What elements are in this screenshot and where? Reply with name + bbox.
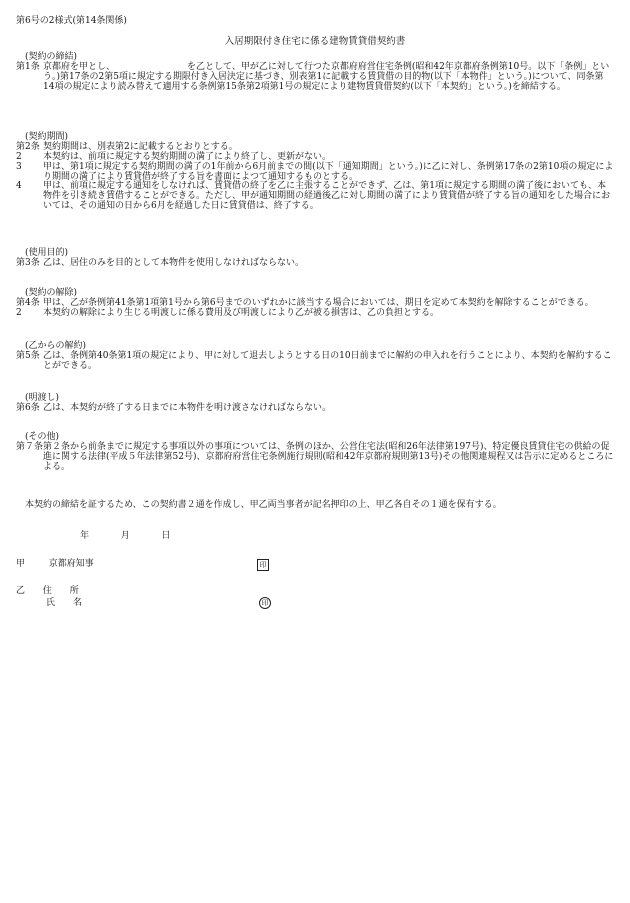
item-number: 3 <box>16 161 22 172</box>
closing-statement: 本契約の締結を証するため、この契約書２通を作成し、甲乙両当事者が記名押印の上、甲乙各自その１通を保有する。 <box>25 500 502 510</box>
date-year: 年 <box>80 531 90 541</box>
date-month: 月 <box>120 531 130 541</box>
article-text: 第２条から前条までに規定する事項以外の事項については、条例のほか、公営住宅法(昭和26年法律第197号)、特定優良賃貸住宅の供給の促進に関する法律(平成５年法律第52号)、京都府府営住宅条例施行規則(昭和42年京都府規則第13号)その他関連規程又は告示に定めるところによる。 <box>43 441 614 472</box>
article-text: を乙として、甲が乙に対して行つた京都府府営住宅条例(昭和42年京都府条例第10号。以下「条例」という。)第17条の2第5項に規定する期限付き入居決定に基づき、別表第1に記載する賃貸借の目的物(以下「本物件」という。)について、同条第14項の規定により読み替えて適用する条例第15条第2項第1号の規定により建物賃貸借契約(以下「本契約」という。)を締結する。 <box>43 61 610 92</box>
item-text: 甲は、前項に規定する通知をしなければ、賃貸借の終了を乙に主張することができず、乙は、第1項に規定する期間の満了後においても、本物件を引き続き賃借することができる。ただし、甲が通知期間の経過後乙に対し期間の満了により賃貸借が終了する旨の通知をした場合においては、その通知の日から6月を経過した日に賃貸借は、終了する。 <box>43 181 611 212</box>
item-number: 2 <box>16 307 22 318</box>
article-paragraph <box>16 404 614 414</box>
article-number: 第5条 <box>16 350 40 361</box>
date-day: 日 <box>161 531 171 541</box>
article-text: 乙は、条例第40条第1項の規定により、甲に対して退去しようとする日の10日前までに解約の申入れを行うことにより、本契約を解約することができる。 <box>43 350 612 371</box>
article-number: 第７条 <box>16 441 44 452</box>
article-5 <box>16 342 614 372</box>
item-text: 本契約は、前項に規定する契約期間の満了により終了し、更新がない。 <box>43 151 332 162</box>
item-number: 2 <box>16 151 22 162</box>
party-b-address-label: 住 所 <box>42 586 79 596</box>
article-6 <box>16 394 614 414</box>
article-paragraph <box>16 443 614 473</box>
seal-square-icon: 印 <box>257 559 269 571</box>
article-heading: (契約の解除) <box>25 288 78 298</box>
article-heading: (使用目的) <box>25 248 69 258</box>
article-number: 第4条 <box>16 297 40 308</box>
party-b <box>16 587 79 597</box>
party-a-name: 京都府知事 <box>48 559 94 569</box>
party-a <box>16 560 94 570</box>
document-title: 入居期限付き住宅に係る建物賃貸借契約書 <box>224 36 406 47</box>
item-text: 本契約の解除により生じる明渡しに係る費用及び明渡しにより乙が被る損害は、乙の負担とする。 <box>43 307 440 318</box>
form-label: 第6号の2様式(第14条関係) <box>16 16 127 26</box>
article-text: 京都府を甲とし、 <box>43 61 116 72</box>
article-item <box>16 182 614 212</box>
article-item <box>16 163 614 183</box>
article-paragraph <box>16 63 614 93</box>
article-heading: (明渡し) <box>25 393 60 403</box>
article-number: 第1条 <box>16 61 40 72</box>
article-number: 第6条 <box>16 402 40 413</box>
article-text: 契約期間は、別表第2に記載するとおりとする。 <box>43 141 238 152</box>
item-number: 4 <box>16 181 22 192</box>
date-line <box>80 532 171 542</box>
party-b-name-label: 氏 名 <box>46 598 83 608</box>
article-3 <box>16 249 614 269</box>
article-heading: (その他) <box>25 432 60 442</box>
article-text: 乙は、居住のみを目的として本物件を使用しなければならない。 <box>43 257 305 268</box>
article-heading: (乙からの解約) <box>25 341 87 351</box>
article-text: 乙は、本契約が終了する日までに本物件を明け渡さなければならない。 <box>43 402 332 413</box>
article-7 <box>16 433 614 473</box>
article-text: 甲は、乙が条例第41条第1項第1号から第6号までのいずれかに該当する場合においては、期日を定めて本契約を解除することができる。 <box>43 297 594 308</box>
article-heading: (契約期間) <box>25 132 69 142</box>
article-number: 第2条 <box>16 141 40 152</box>
article-4 <box>16 289 614 319</box>
seal-circle-icon: 印 <box>259 597 271 609</box>
article-1 <box>16 53 614 93</box>
party-b-name-row <box>46 599 82 609</box>
article-heading: (契約の締結) <box>25 52 78 62</box>
party-b-label: 乙 <box>16 586 26 596</box>
article-2 <box>16 133 614 212</box>
article-item <box>16 309 614 319</box>
article-paragraph <box>16 352 614 372</box>
article-paragraph <box>16 259 614 269</box>
party-a-label: 甲 <box>16 559 26 569</box>
item-text: 甲は、第1項に規定する契約期間の満了の1年前から6月前までの間(以下「通知期間」という。)に乙に対し、条例第17条の2第10項の規定により期間の満了により賃貸借が終了する旨を書面によつて通知するものとする。 <box>43 161 614 182</box>
article-number: 第3条 <box>16 257 40 268</box>
